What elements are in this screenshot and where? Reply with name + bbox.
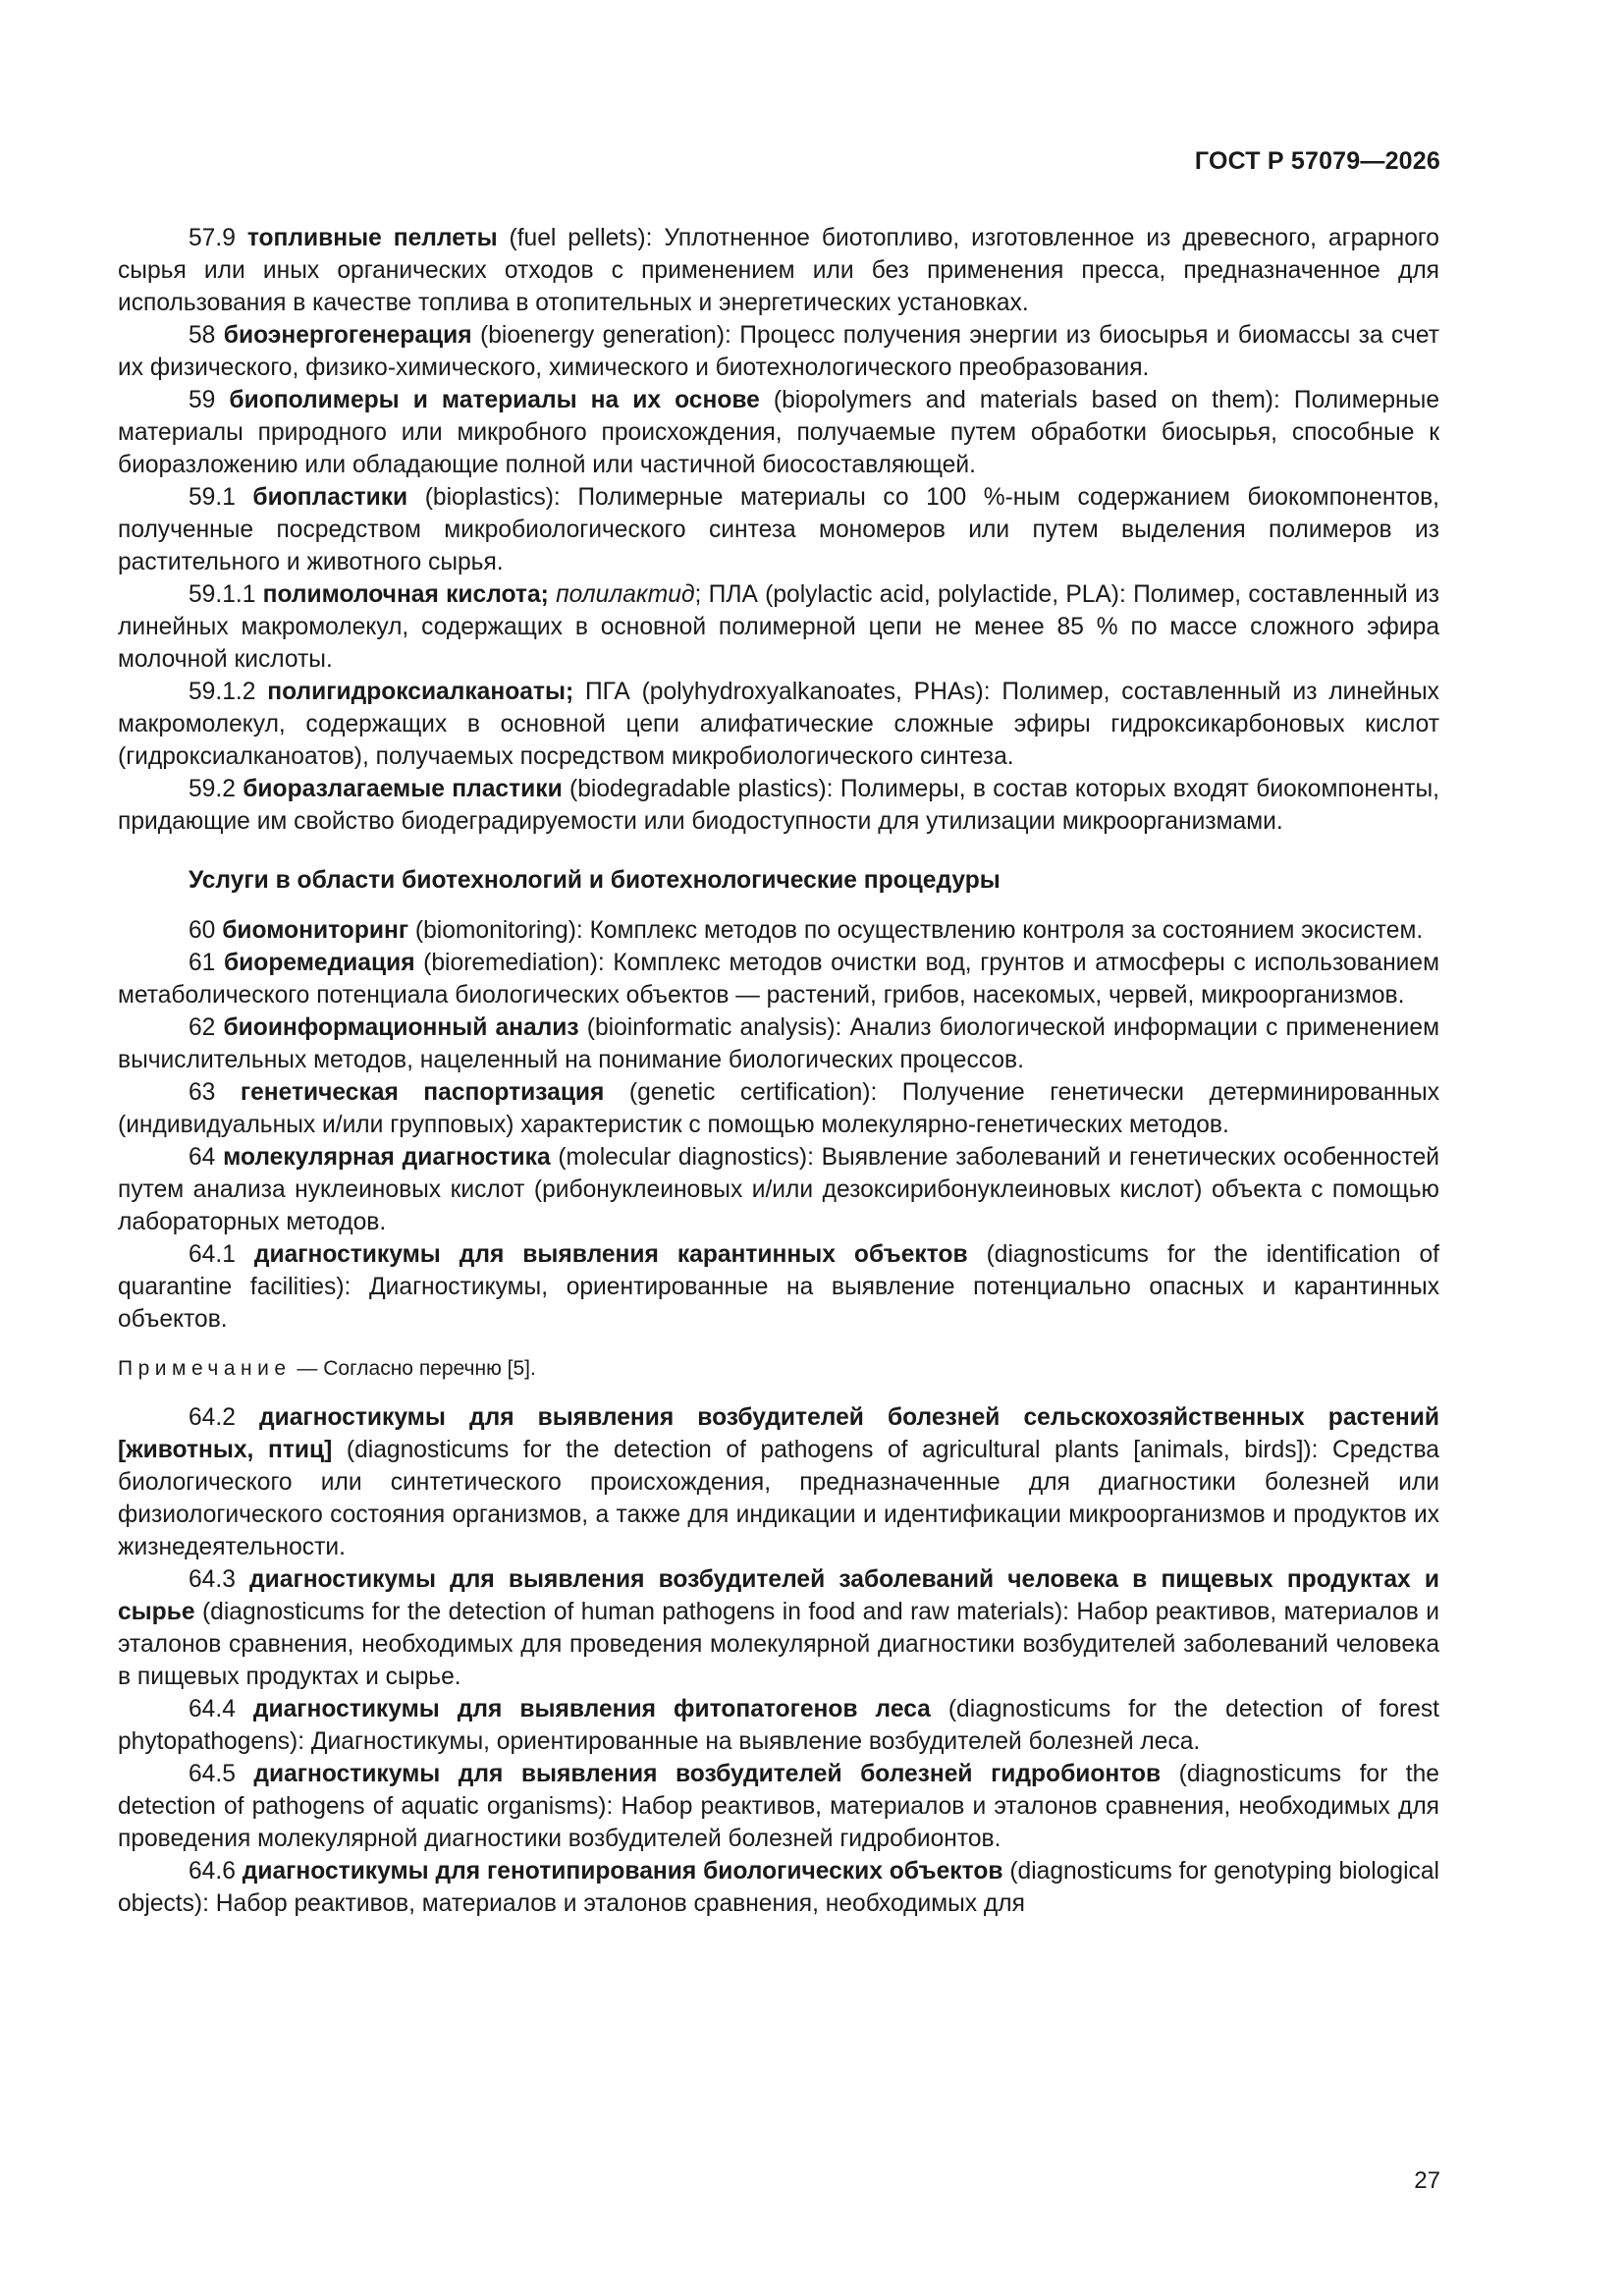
term-entry: [118, 1693, 1439, 1758]
entry-definition: (bioinformatic analysis): Анализ биологической информации с применением вычислительных методов, нацеленный на понимание биологических процессов.: [118, 1014, 1439, 1073]
entry-number: 64.3: [189, 1566, 236, 1593]
term-entry: [118, 1076, 1439, 1141]
entry-number: 64.1: [189, 1241, 236, 1268]
term-entry: [118, 1401, 1439, 1563]
entry-term: биополимеры и материалы на их основе: [229, 387, 760, 413]
page-number: 27: [1414, 2167, 1440, 2194]
entries-group-b: [118, 914, 1439, 1336]
entry-synonym: полилактид: [556, 581, 695, 608]
entry-number: 64: [189, 1144, 216, 1171]
entry-number: 57.9: [189, 225, 236, 251]
entry-term: диагностикумы для выявления фитопатогенов леса: [252, 1696, 931, 1722]
entry-definition: (diagnosticums for the detection of forest phytopathogens): Диагностикумы, ориентированные на выявление возбудителей болезней леса.: [118, 1696, 1439, 1755]
entry-definition: (biopolymers and materials based on them): Полимерные материалы природного или микробного происхождения, получаемые путем обработки биосырья, способные к биоразложению или обладающие полной или частичной биосоставляющей.: [118, 387, 1439, 478]
note-label: Примечание: [118, 1357, 292, 1380]
term-entry: [118, 319, 1439, 384]
term-entry: [118, 578, 1439, 676]
term-entry: [118, 481, 1439, 578]
entries-group-a: [118, 222, 1439, 838]
entry-term: диагностикумы для выявления возбудителей болезней гидробионтов: [253, 1761, 1162, 1787]
entry-number: 59.2: [189, 776, 236, 802]
entry-term: биоремедиация: [223, 950, 415, 976]
entry-definition: (genetic certification): Получение генетически детерминированных (индивидуальных и/или групповых) характеристик с помощью молекулярно-генетических методов.: [118, 1079, 1440, 1138]
entry-number: 59.1.1: [189, 581, 256, 608]
entry-number: 58: [189, 322, 216, 349]
entry-term: биоразлагаемые пластики: [243, 776, 563, 802]
entry-definition: (bioenergy generation): Процесс получения энергии из биосырья и биомассы за счет их физического, физико-химического, химического и биотехнологического преобразования.: [118, 322, 1439, 381]
entry-term: топливные пеллеты: [246, 225, 498, 251]
entry-term: диагностикумы для выявления карантинных объектов: [253, 1241, 968, 1268]
entry-term: диагностикумы для генотипирования биологических объектов: [242, 1858, 1003, 1885]
entry-term: полимолочная кислота;: [262, 581, 549, 608]
page-body: [118, 222, 1439, 1920]
entry-number: 61: [189, 950, 216, 976]
entry-definition: (diagnosticums for the detection of pathogens of agricultural plants [animals, birds]): Средства биологического или синтетического происхождения, предназначенные для диагностики болезней или физиологического состояния организмов, а также для индикации и идентификации микроорганизмов и продуктов их жизнедеятельности.: [118, 1437, 1439, 1560]
entry-definition: ПГА (polyhydroxyalkanoates, PHAs): Полимер, составленный из линейных макромолекул, содержащих в основной цепи алифатические сложные эфиры гидроксикарбоновых кислот (гидроксиалканоатов), получаемых посредством микробиологического синтеза.: [118, 679, 1439, 770]
entry-number: 59: [189, 387, 216, 413]
term-entry: [118, 773, 1439, 838]
term-entry: [118, 1563, 1439, 1693]
term-entry: [118, 1011, 1439, 1076]
entry-number: 64.5: [189, 1761, 236, 1787]
term-entry: [118, 1758, 1439, 1855]
entry-definition: (diagnosticums for the detection of human pathogens in food and raw materials): Набор реактивов, материалов и эталонов сравнения, необходимых для проведения молекулярной диагностики возбудителей заболеваний человека в пищевых продуктах и сырье.: [118, 1599, 1439, 1690]
entries-group-c: [118, 1401, 1439, 1920]
entry-definition: (diagnosticums for the identification of quarantine facilities): Диагностикумы, ориентированные на выявление потенциально опасных и карантинных объектов.: [118, 1241, 1439, 1333]
term-entry: [118, 1141, 1439, 1238]
entry-term: диагностикумы для выявления возбудителей заболеваний человека в пищевых продуктах и сырье: [118, 1566, 1439, 1625]
section-heading: Услуги в области биотехнологий и биотехнологические процедуры: [189, 867, 1001, 894]
note-text: — Согласно перечню [5].: [291, 1357, 536, 1380]
entry-term: биомониторинг: [222, 917, 409, 944]
entry-definition: (bioremediation): Комплекс методов очистки вод, грунтов и атмосферы с использованием метаболического потенциала биологических объектов — растений, грибов, насекомых, червей, микроорганизмов.: [118, 950, 1439, 1009]
term-entry: [118, 914, 1439, 947]
entry-number: 59.1.2: [189, 679, 256, 705]
term-entry: [118, 1855, 1439, 1920]
term-entry: [118, 947, 1439, 1011]
entry-term: молекулярная диагностика: [223, 1144, 551, 1171]
entry-number: 59.1: [189, 484, 236, 511]
entry-term: полигидроксиалканоаты;: [267, 679, 574, 705]
entry-term: генетическая паспортизация: [240, 1079, 605, 1106]
entry-definition: (biomonitoring): Комплекс методов по осуществлению контроля за состоянием экосистем.: [408, 917, 1424, 944]
entry-number: 64.4: [189, 1696, 236, 1722]
document-number: ГОСТ Р 57079—2026: [1194, 147, 1440, 175]
entry-number: 60: [189, 917, 216, 944]
entry-number: 62: [189, 1014, 216, 1041]
term-entry: [118, 222, 1439, 319]
entry-definition: (biodegradable plastics): Полимеры, в состав которых входят биокомпоненты, придающие им свойство биодеградируемости или биодоступности для утилизации микроорганизмами.: [118, 776, 1439, 835]
entry-term: биопластики: [252, 484, 408, 511]
entry-term: биоэнергогенерация: [223, 322, 472, 349]
entry-definition: (bioplastics): Полимерные материалы со 100 %-ным содержанием биокомпонентов, полученные посредством микробиологического синтеза мономеров или путем выделения полимеров из растительного и животного сырья.: [118, 484, 1439, 575]
entry-definition: (diagnosticums for genotyping biological objects): Набор реактивов, материалов и эталонов сравнения, необходимых для: [118, 1858, 1439, 1917]
note: [118, 1352, 1439, 1385]
entry-number: 63: [189, 1079, 216, 1106]
term-entry: [118, 1238, 1439, 1336]
entry-number: 64.6: [189, 1858, 236, 1885]
entry-term: биоинформационный анализ: [223, 1014, 579, 1041]
entry-definition: (molecular diagnostics): Выявление заболеваний и генетических особенностей путем анализа нуклеиновых кислот (рибонуклеиновых и/или дезоксирибонуклеиновых кислот) объекта с помощью лабораторных методов.: [118, 1144, 1439, 1235]
entry-definition: (fuel pellets): Уплотненное биотопливо, изготовленное из древесного, аграрного сырья или иных органических отходов с применением или без применения пресса, предназначенное для использования в качестве топлива в отопительных и энергетических установках.: [118, 225, 1439, 316]
term-entry: [118, 676, 1439, 773]
entry-definition: ; ПЛА (polylactic acid, polylactide, PLA): Полимер, составленный из линейных макромолекул, содержащих в основной полимерной цепи не менее 85 % по массе сложного эфира молочной кислоты.: [118, 581, 1439, 673]
term-entry: [118, 384, 1439, 481]
entry-term: диагностикумы для выявления возбудителей болезней сельскохозяйственных растений [животных, птиц]: [118, 1404, 1439, 1463]
entry-definition: (diagnosticums for the detection of pathogens of aquatic organisms): Набор реактивов, материалов и эталонов сравнения, необходимых для проведения молекулярной диагностики возбудителей болезней гидробионтов.: [118, 1761, 1439, 1852]
entry-number: 64.2: [189, 1404, 236, 1431]
